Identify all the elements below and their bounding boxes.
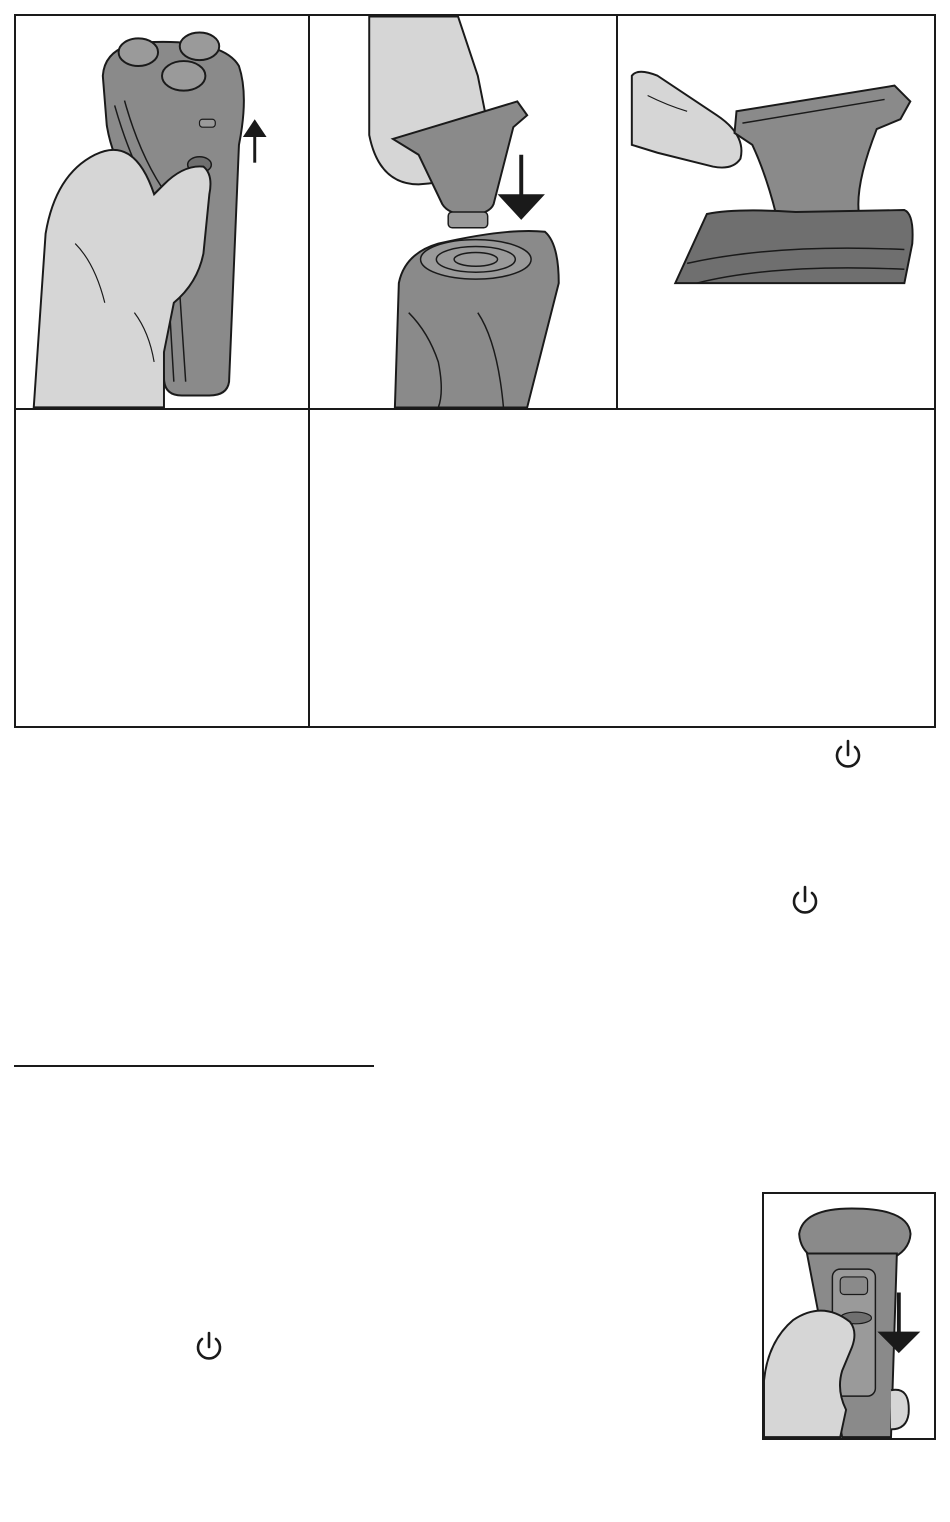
figure-shaver-switch [762, 1192, 936, 1440]
figure-trimmer-insert [308, 14, 618, 410]
figure-shaver-release [14, 14, 310, 410]
power-icon [193, 1330, 225, 1364]
power-icon [832, 738, 864, 772]
shaver-switch-illustration [764, 1194, 934, 1438]
trimmer-insert-illustration [310, 16, 616, 408]
trimmer-attachment-illustration [618, 16, 934, 408]
shaver-illustration [16, 16, 308, 408]
figure-grid [14, 14, 936, 728]
section-divider [14, 1065, 374, 1067]
text-cell-left [14, 408, 310, 728]
power-icon [789, 884, 821, 918]
figure-trimmer-attachment [616, 14, 936, 410]
up-arrow-icon [243, 119, 267, 162]
text-cell-right [308, 408, 936, 728]
